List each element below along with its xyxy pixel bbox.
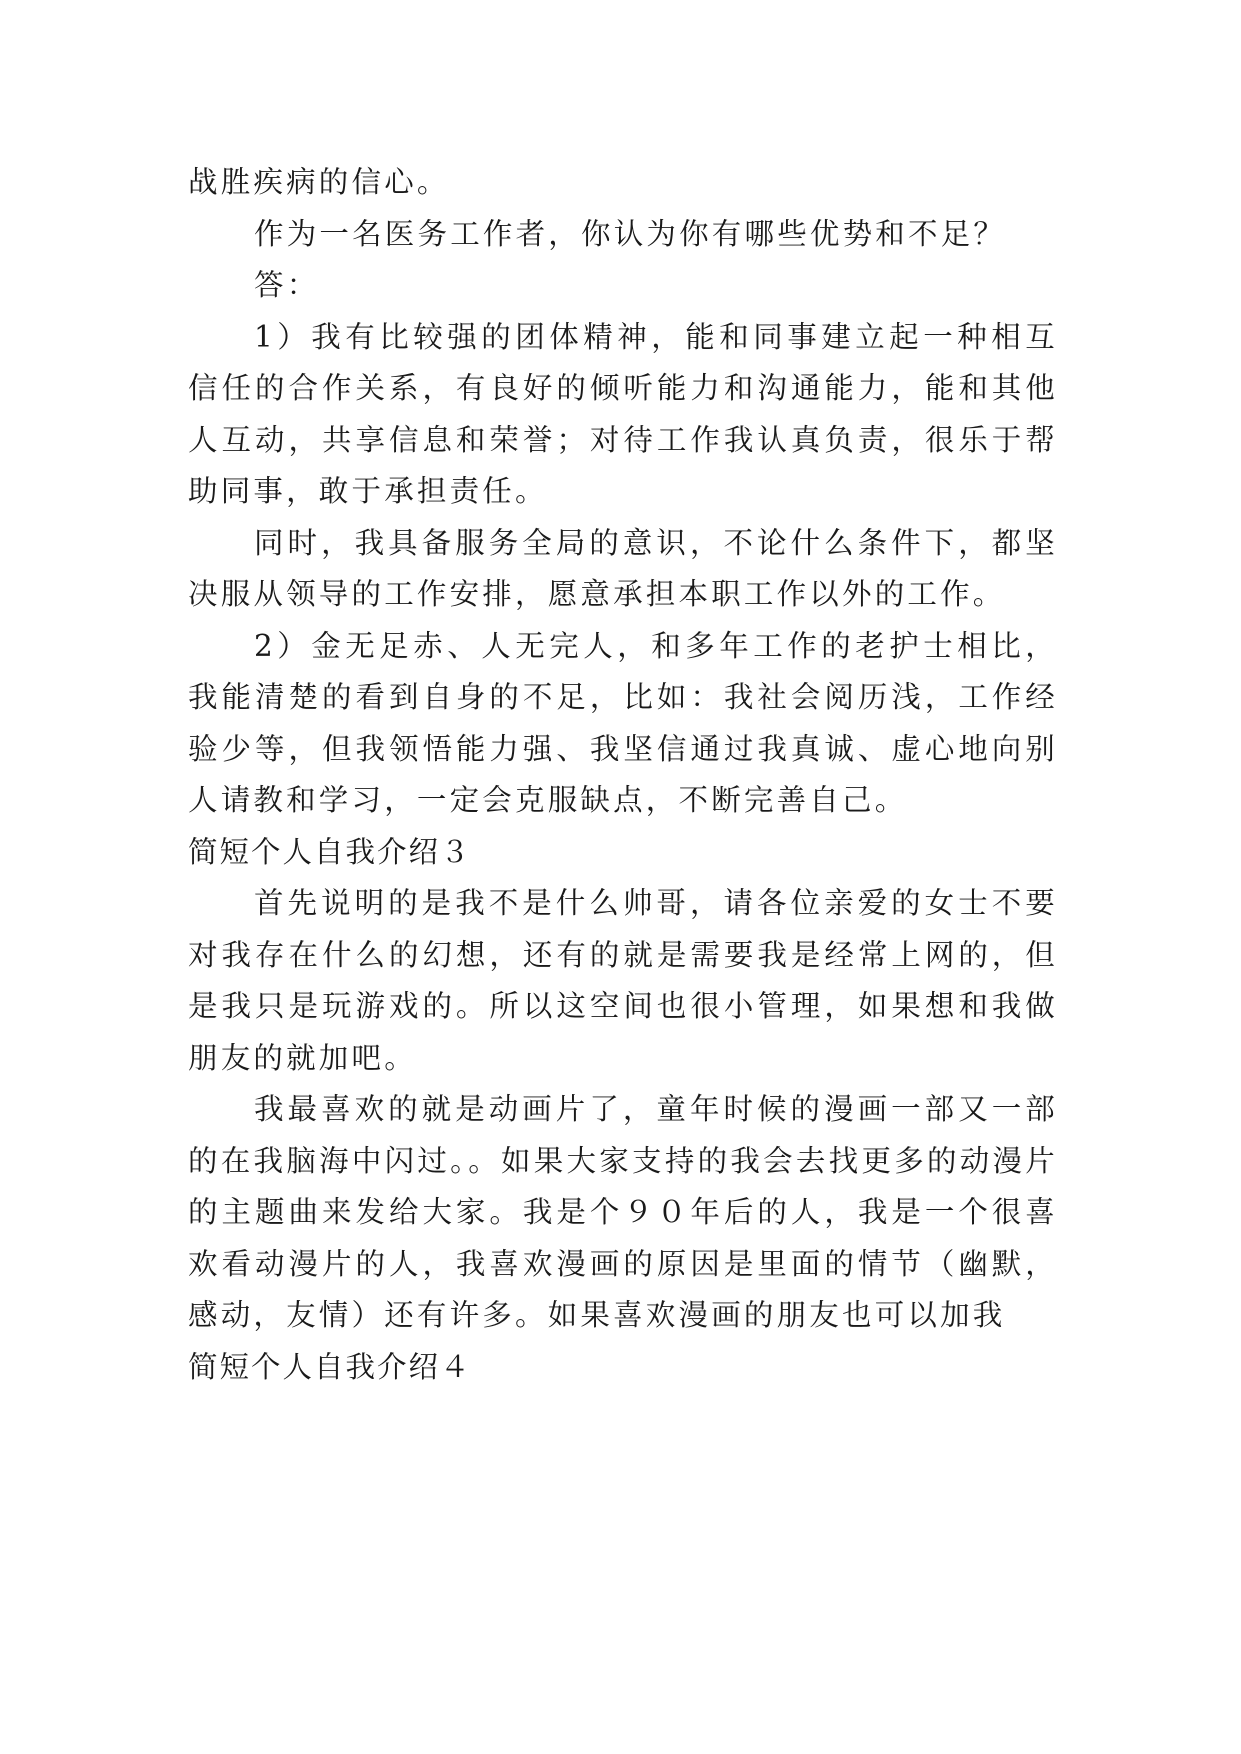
intro-paragraph-1: 首先说明的是我不是什么帅哥，请各位亲爱的女士不要对我存在什么的幻想，还有的就是需要我是经常上网的，但是我只是玩游戏的。所以这空间也很小管理，如果想和我做朋友的就加吧。 — [188, 886, 1058, 1075]
answer-paragraph-2: 同时，我具备服务全局的意识，不论什么条件下，都坚决服从领导的工作安排，愿意承担本职工作以外的工作。 — [188, 525, 1058, 611]
answer-paragraph-1: 1）我有比较强的团体精神，能和同事建立起一种相互信任的合作关系，有良好的倾听能力和沟通能力，能和其他人互动，共享信息和荣誉；对待工作我认真负责，很乐于帮助同事，敢于承担责任。 — [188, 319, 1058, 508]
answer-label: 答： — [254, 268, 320, 302]
intro-paragraph-2: 我最喜欢的就是动画片了，童年时候的漫画一部又一部的在我脑海中闪过。。如果大家支持的我会去找更多的动漫片的主题曲来发给大家。我是个９０年后的人，我是一个很喜欢看动漫片的人，我喜欢漫画的原因是里面的情节（幽默，感动，友情）还有许多。如果喜欢漫画的朋友也可以加我 — [188, 1092, 1058, 1332]
answer-paragraph-3: 2）金无足赤、人无完人，和多年工作的老护士相比，我能清楚的看到自身的不足，比如：我社会阅历浅，工作经验少等，但我领悟能力强、我坚信通过我真诚、虚心地向别人请教和学习，一定会克服缺点，不断完善自己。 — [188, 628, 1058, 817]
paragraph-continuation: 战胜疾病的信心。 — [188, 165, 450, 199]
document-body — [188, 157, 1058, 1393]
interview-question: 作为一名医务工作者，你认为你有哪些优势和不足？ — [254, 216, 1007, 251]
section-heading-3: 简短个人自我介绍３ — [188, 834, 472, 869]
section-heading-4: 简短个人自我介绍４ — [188, 1349, 472, 1384]
